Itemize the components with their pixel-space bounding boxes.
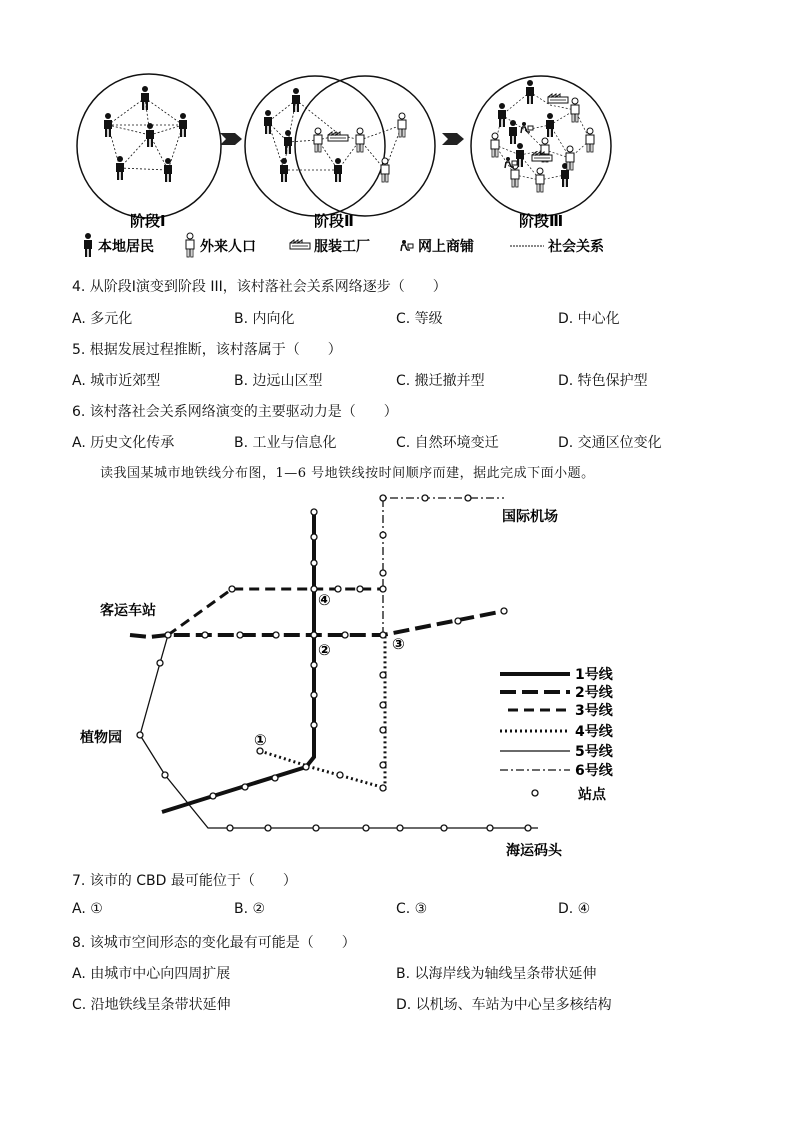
metro-line-1 — [162, 512, 314, 812]
stage-2-network — [245, 76, 435, 216]
q5-option-a[interactable]: A. 城市近郊型 — [72, 373, 161, 389]
metro-map — [70, 485, 670, 865]
q5-option-c[interactable]: C. 搬迁撤并型 — [396, 373, 485, 389]
stage-3-network — [471, 76, 611, 216]
marker-2: ② — [318, 641, 331, 659]
legend-label-migrant: 外来人口 — [200, 239, 256, 255]
marker-1: ① — [254, 731, 267, 749]
q4-option-c[interactable]: C. 等级 — [396, 311, 443, 327]
local-resident-icon — [84, 233, 92, 257]
q7-option-b[interactable]: B. ② — [234, 901, 266, 917]
stage-1-network — [77, 74, 221, 218]
stage-label-2: 阶段Ⅱ — [314, 212, 354, 230]
label-bus-station: 客运车站 — [100, 603, 156, 619]
label-seaport: 海运码头 — [506, 843, 562, 859]
legend-label-line-1: 1号线 — [575, 667, 613, 683]
legend-station-icon — [532, 790, 538, 796]
marker-4: ④ — [318, 591, 331, 609]
q7-option-c[interactable]: C. ③ — [396, 901, 428, 917]
map-intro: 读我国某城市地铁线分布图，1—6 号地铁线按时间顺序而建，据此完成下面小题。 — [100, 466, 595, 481]
question-7-stem: 7. 该市的 CBD 最可能位于（ ） — [72, 873, 297, 889]
metro-line-3 — [168, 589, 383, 635]
legend-label-station: 站点 — [578, 787, 606, 803]
legend-label-line-6: 6号线 — [575, 763, 613, 779]
question-8-stem: 8. 该城市空间形态的变化最有可能是（ ） — [72, 935, 356, 951]
factory-icon — [290, 240, 310, 249]
q4-option-d[interactable]: D. 中心化 — [558, 311, 620, 327]
legend-label-line-5: 5号线 — [575, 744, 613, 760]
label-botanical-garden: 植物园 — [80, 730, 122, 746]
label-airport: 国际机场 — [502, 509, 558, 525]
question-6-stem: 6. 该村落社会关系网络演变的主要驱动力是（ ） — [72, 404, 398, 420]
arrow-icon — [220, 133, 242, 145]
q4-option-b[interactable]: B. 内向化 — [234, 311, 295, 327]
q4-option-a[interactable]: A. 多元化 — [72, 311, 133, 327]
marker-3: ③ — [392, 635, 405, 653]
q8-option-c[interactable]: C. 沿地铁线呈条带状延伸 — [72, 997, 231, 1013]
legend-label-line-2: 2号线 — [575, 685, 613, 701]
arrow-icon — [442, 133, 464, 145]
legend-label-line-4: 4号线 — [575, 724, 613, 740]
q6-option-a[interactable]: A. 历史文化传承 — [72, 435, 175, 451]
station-markers — [137, 495, 531, 831]
legend-label-line-3: 3号线 — [575, 703, 613, 719]
q8-option-d[interactable]: D. 以机场、车站为中心呈多核结构 — [396, 997, 612, 1013]
stage-label-3: 阶段Ⅲ — [519, 212, 564, 230]
question-4-stem: 4. 从阶段Ⅰ演变到阶段 III，该村落社会关系网络逐步（ ） — [72, 279, 447, 295]
q5-option-b[interactable]: B. 边远山区型 — [234, 373, 323, 389]
legend-label-factory: 服装工厂 — [314, 239, 370, 255]
legend-label-relation: 社会关系 — [548, 239, 604, 255]
q6-option-d[interactable]: D. 交通区位变化 — [558, 435, 662, 451]
stage-figure — [70, 70, 630, 265]
stage-label-1: 阶段Ⅰ — [130, 212, 166, 230]
q8-option-b[interactable]: B. 以海岸线为轴线呈条带状延伸 — [396, 966, 597, 982]
legend-label-resident: 本地居民 — [98, 239, 154, 255]
migrant-icon — [186, 233, 194, 257]
legend-label-shop: 网上商铺 — [418, 239, 474, 255]
online-shop-icon — [401, 240, 413, 251]
q6-option-c[interactable]: C. 自然环境变迁 — [396, 435, 499, 451]
q7-option-d[interactable]: D. ④ — [558, 901, 591, 917]
q8-option-a[interactable]: A. 由城市中心向四周扩展 — [72, 966, 231, 982]
q5-option-d[interactable]: D. 特色保护型 — [558, 373, 648, 389]
q6-option-b[interactable]: B. 工业与信息化 — [234, 435, 337, 451]
question-5-stem: 5. 根据发展过程推断，该村落属于（ ） — [72, 342, 342, 358]
q7-option-a[interactable]: A. ① — [72, 901, 103, 917]
